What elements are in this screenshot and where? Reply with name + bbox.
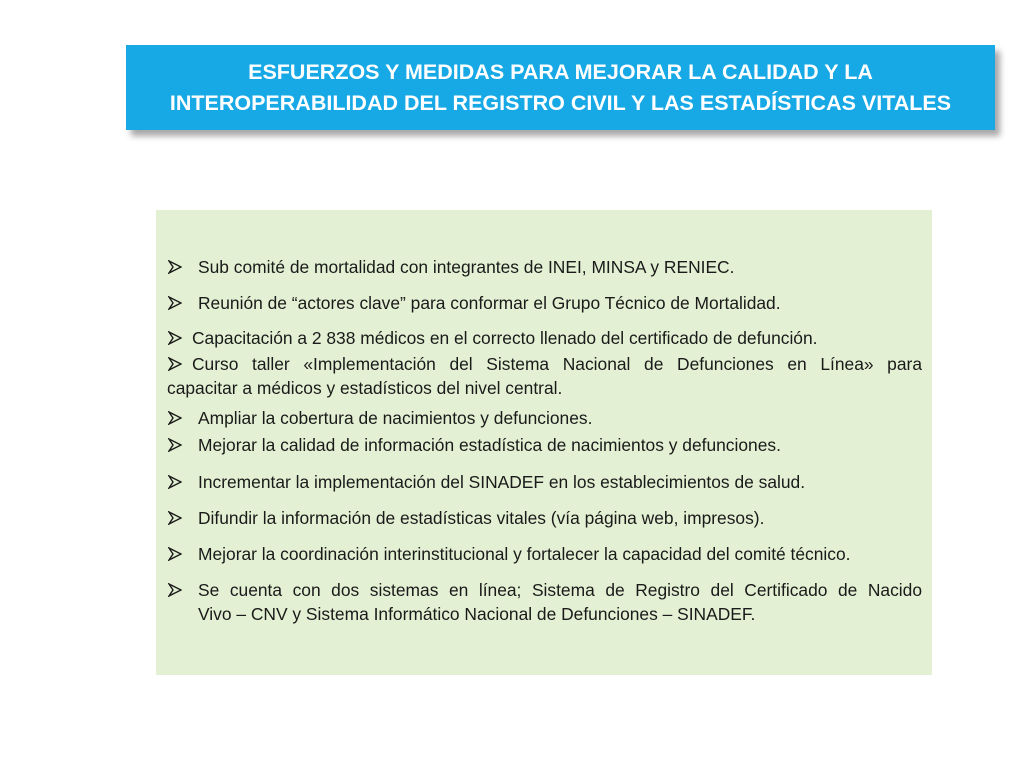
list-item xyxy=(156,255,932,279)
arrowhead-bullet-icon xyxy=(168,260,182,274)
slide-title-line-2: INTEROPERABILIDAD DEL REGISTRO CIVIL Y LAS ESTADÍSTICAS VITALES xyxy=(169,90,952,115)
list-item-text: Difundir la información de estadísticas vitales (vía página web, impresos). xyxy=(198,508,765,528)
list-item-text: Mejorar la calidad de información estadística de nacimientos y defunciones. xyxy=(198,435,781,455)
list-item xyxy=(156,578,932,626)
arrowhead-bullet-icon xyxy=(168,547,182,561)
list-item-text-line-2: capacitar a médicos y estadísticos del nivel central. xyxy=(167,378,563,398)
list-item-text-line-2: Vivo – CNV y Sistema Informático Nacional de Defunciones – SINADEF. xyxy=(198,604,756,624)
arrowhead-bullet-icon xyxy=(168,438,182,452)
list-item-text: Incrementar la implementación del SINADEF en los establecimientos de salud. xyxy=(198,472,806,492)
arrowhead-bullet-icon xyxy=(168,331,182,345)
list-item-text: Mejorar la coordinación interinstitucional y fortalecer la capacidad del comité técnico. xyxy=(198,544,851,564)
list-item xyxy=(156,506,932,530)
arrowhead-bullet-icon xyxy=(168,411,182,425)
list-item-text: Capacitación a 2 838 médicos en el correcto llenado del certificado de defunción. xyxy=(192,328,818,348)
list-item xyxy=(156,406,932,430)
list-item xyxy=(156,470,932,494)
arrowhead-bullet-icon xyxy=(168,511,182,525)
arrowhead-bullet-icon xyxy=(168,296,182,310)
slide-title xyxy=(170,57,951,119)
arrowhead-bullet-icon xyxy=(168,357,182,371)
list-item xyxy=(156,542,932,566)
arrowhead-bullet-icon xyxy=(168,475,182,489)
list-item-text: Ampliar la cobertura de nacimientos y defunciones. xyxy=(198,408,593,428)
list-item xyxy=(156,291,932,315)
list-item-text: Reunión de “actores clave” para conformar el Grupo Técnico de Mortalidad. xyxy=(198,293,781,313)
list-item xyxy=(156,352,932,400)
list-item xyxy=(156,433,932,457)
list-item-text-line-1: Se cuenta con dos sistemas en línea; Sistema de Registro del Certificado de Nacido xyxy=(198,580,922,600)
slide-title-line-1: ESFUERZOS Y MEDIDAS PARA MEJORAR LA CALIDAD Y LA xyxy=(248,59,873,84)
list-item-text-line-1: Curso taller «Implementación del Sistema Nacional de Defunciones en Línea» para xyxy=(192,354,922,374)
arrowhead-bullet-icon xyxy=(168,583,182,597)
bullet-list-box xyxy=(156,210,932,675)
list-item-text: Sub comité de mortalidad con integrantes de INEI, MINSA y RENIEC. xyxy=(198,257,735,277)
list-item xyxy=(156,326,932,350)
title-banner xyxy=(126,45,995,130)
